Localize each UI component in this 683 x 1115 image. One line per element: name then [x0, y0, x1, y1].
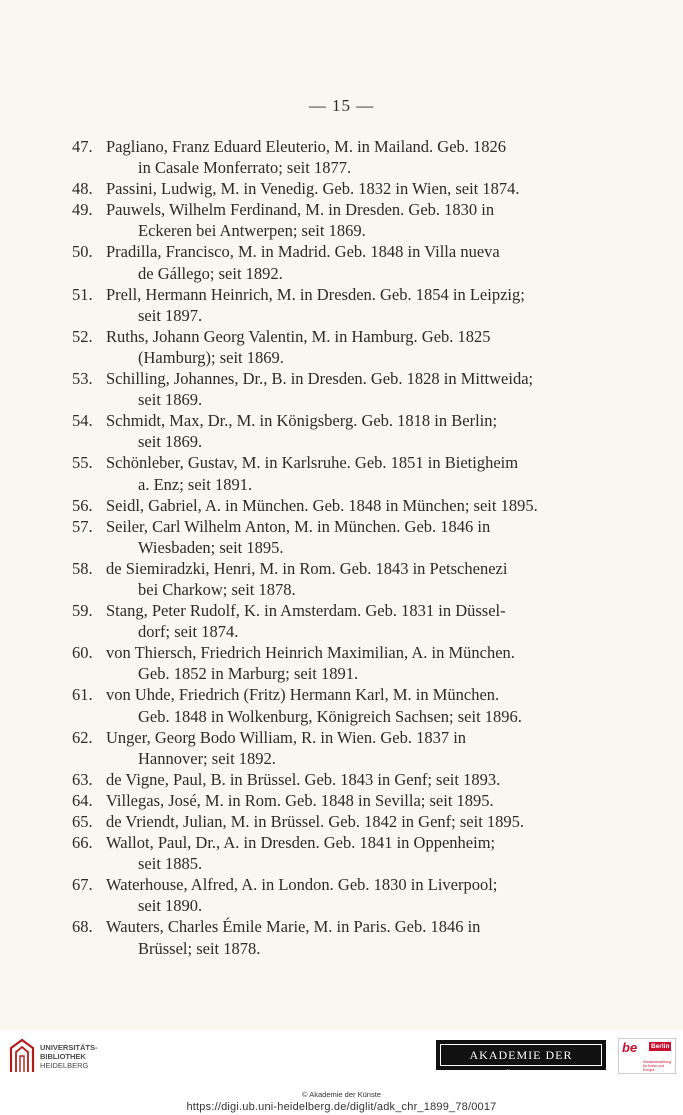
akademie-logo-text: AKADEMIE DER KÜNSTE [440, 1044, 602, 1066]
berlin-logo-be: be [622, 1040, 638, 1055]
list-item [72, 684, 550, 726]
university-library-name [40, 1043, 98, 1070]
entry-text-line: seit 1869. [138, 390, 203, 410]
list-item [72, 811, 550, 832]
entry-number: 68. [72, 917, 93, 937]
entry-text-line: Wiesbaden; seit 1895. [138, 537, 284, 557]
entry-text-line: in Casale Monferrato; seit 1877. [138, 158, 352, 178]
entry-number: 53. [72, 369, 93, 389]
entry-number: 65. [72, 812, 93, 831]
entry-text-line: Geb. 1848 in Wolkenburg, Königreich Sachsen; seit 1896. [138, 706, 522, 726]
berlin-senate-logo[interactable] [618, 1038, 676, 1074]
library-name-line-1: UNIVERSITÄTS- [40, 1043, 98, 1052]
library-name-line-2: BIBLIOTHEK [40, 1052, 86, 1061]
entry-text-line: Unger, Georg Bodo William, R. in Wien. Geb. 1837 in [106, 727, 467, 747]
entry-number: 56. [72, 495, 93, 515]
entry-text-line: Schilling, Johannes, Dr., B. in Dresden. Geb. 1828 in Mittweida; [106, 369, 534, 389]
entry-number: 51. [72, 284, 93, 304]
entry-text-line: dorf; seit 1874. [138, 622, 239, 642]
entry-text-line: Pagliano, Franz Eduard Eleuterio, M. in Mailand. Geb. 1826 [106, 137, 507, 156]
entry-text-line: seit 1890. [138, 896, 203, 916]
entry-text-line: seit 1869. [138, 432, 203, 452]
list-item [72, 558, 550, 600]
entry-text-line: a. Enz; seit 1891. [138, 474, 253, 494]
list-item [72, 326, 550, 368]
entry-number: 64. [72, 790, 93, 810]
entry-number: 49. [72, 200, 93, 220]
list-item [72, 874, 550, 916]
entry-text-line: de Vigne, Paul, B. in Brüssel. Geb. 1843 in Genf; seit 1893. [106, 769, 501, 789]
list-item [72, 790, 550, 811]
list-item [72, 178, 550, 199]
berlin-logo-subtitle: Senatsverwaltung für Kultur und Europa [643, 1060, 671, 1072]
entry-text-line: Wauters, Charles Émile Marie, M. in Paris. Geb. 1846 in [106, 917, 481, 937]
entry-text-line: Waterhouse, Alfred, A. in London. Geb. 1830 in Liverpool; [106, 875, 498, 895]
list-item [72, 241, 550, 283]
entry-text-line: Passini, Ludwig, M. in Venedig. Geb. 1832 in Wien, seit 1874. [106, 179, 520, 199]
entry-text-line: Seidl, Gabriel, A. in München. Geb. 1848 in München; seit 1895. [106, 495, 538, 515]
entry-text-line: Ruths, Johann Georg Valentin, M. in Hamburg. Geb. 1825 [106, 326, 491, 346]
entry-text-line: Stang, Peter Rudolf, K. in Amsterdam. Geb. 1831 in Düssel- [106, 601, 506, 621]
entry-number: 62. [72, 727, 93, 747]
entry-number: 48. [72, 179, 93, 199]
list-item [72, 832, 550, 874]
entry-number: 50. [72, 242, 93, 262]
list-item [72, 642, 550, 684]
list-item [72, 769, 550, 790]
entry-text-line: de Siemiradzki, Henri, M. in Rom. Geb. 1843 in Petschenezi [106, 558, 508, 578]
member-list [72, 136, 550, 959]
entry-number: 59. [72, 601, 93, 621]
list-item [72, 284, 550, 326]
entry-number: 61. [72, 685, 93, 705]
entry-text-line: Prell, Hermann Heinrich, M. in Dresden. Geb. 1854 in Leipzig; [106, 284, 525, 304]
page-number: — 15 — [308, 96, 375, 115]
entry-text-line: de Gállego; seit 1892. [138, 263, 283, 283]
entry-text-line: Villegas, José, M. in Rom. Geb. 1848 in Sevilla; seit 1895. [106, 790, 494, 810]
permalink-url[interactable]: https://digi.ub.uni-heidelberg.de/diglit/adk_chr_1899_78/0017 [186, 1101, 497, 1113]
list-item [72, 368, 550, 410]
entry-number: 57. [72, 516, 93, 536]
list-item [72, 516, 550, 558]
entry-text-line: Wallot, Paul, Dr., A. in Dresden. Geb. 1841 in Oppenheim; [106, 833, 496, 853]
entry-text-line: Schönleber, Gustav, M. in Karlsruhe. Geb. 1851 in Bietigheim [106, 453, 519, 473]
entry-text-line: bei Charkow; seit 1878. [138, 579, 296, 599]
akademie-der-kuenste-logo[interactable] [436, 1040, 606, 1082]
entry-text-line: (Hamburg); seit 1869. [138, 347, 284, 367]
list-item [72, 136, 550, 178]
entry-text-line: Pradilla, Francisco, M. in Madrid. Geb. 1848 in Villa nueva [106, 242, 500, 262]
entry-text-line: Schmidt, Max, Dr., M. in Königsberg. Geb. 1818 in Berlin; [106, 411, 498, 431]
entry-text-line: Brüssel; seit 1878. [138, 938, 261, 958]
entry-text-line: Geb. 1852 in Marburg; seit 1891. [138, 664, 359, 684]
entry-number: 55. [72, 453, 93, 473]
entry-number: 58. [72, 558, 93, 578]
entry-text-line: von Uhde, Friedrich (Fritz) Hermann Karl, M. in München. [106, 685, 500, 705]
list-item [72, 199, 550, 241]
list-item [72, 916, 550, 958]
viewer-footer [0, 1030, 683, 1115]
library-name-line-3: HEIDELBERG [40, 1061, 89, 1070]
list-item [72, 495, 550, 516]
entry-number: 67. [72, 875, 93, 895]
berlin-logo-tag: Berlin [651, 1043, 670, 1050]
entry-text-line: Hannover; seit 1892. [138, 748, 276, 768]
list-item [72, 452, 550, 494]
entry-number: 54. [72, 411, 93, 431]
list-item [72, 410, 550, 452]
list-item [72, 600, 550, 642]
entry-text-line: de Vriendt, Julian, M. in Brüssel. Geb. 1842 in Genf; seit 1895. [106, 812, 525, 831]
entry-text-line: Seiler, Carl Wilhelm Anton, M. in München. Geb. 1846 in [106, 516, 491, 536]
entry-text-line: Pauwels, Wilhelm Ferdinand, M. in Dresden. Geb. 1830 in [106, 200, 495, 220]
entry-text-line: seit 1885. [138, 854, 203, 874]
entry-number: 52. [72, 326, 93, 346]
university-library-logo-icon[interactable] [8, 1038, 36, 1074]
entry-text-line: seit 1897. [138, 305, 203, 325]
entry-number: 63. [72, 769, 93, 789]
entry-number: 47. [72, 137, 93, 156]
entry-text-line: von Thiersch, Friedrich Heinrich Maximilian, A. in München. [106, 643, 515, 663]
list-item [72, 727, 550, 769]
entry-text-line: Eckeren bei Antwerpen; seit 1869. [138, 221, 366, 241]
entry-number: 66. [72, 833, 93, 853]
copyright-notice: © Akademie der Künste [302, 1090, 381, 1099]
entry-number: 60. [72, 643, 93, 663]
